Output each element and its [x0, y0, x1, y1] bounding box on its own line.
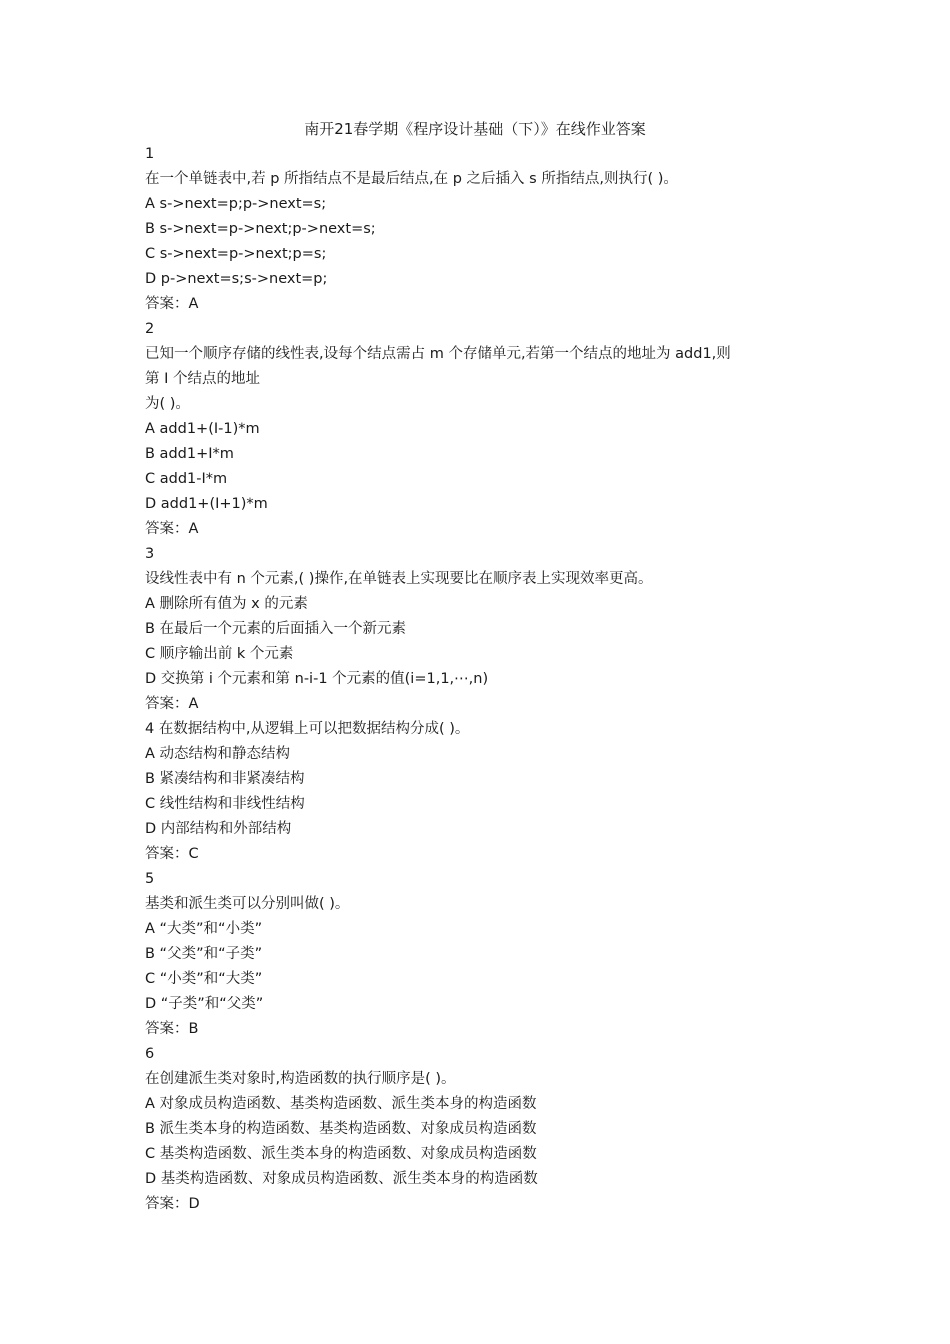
question-stem-line: 已知一个顺序存储的线性表,设每个结点需占 m 个存储单元,若第一个结点的地址为 add1,则 — [145, 346, 731, 362]
question-number: 5 — [145, 871, 155, 887]
answer: 答案：D — [145, 1196, 200, 1212]
answer: 答案：C — [145, 846, 199, 862]
option-b: B add1+I*m — [145, 446, 234, 462]
option-c: C add1-I*m — [145, 471, 228, 487]
question-number: 3 — [145, 546, 155, 562]
option-c: C s->next=p->next;p=s; — [145, 246, 327, 262]
option-c: C 线性结构和非线性结构 — [145, 796, 305, 812]
option-a: A “大类”和“小类” — [145, 921, 263, 937]
question-number: 2 — [145, 321, 155, 337]
option-b: B s->next=p->next;p->next=s; — [145, 221, 376, 237]
option-b: B 在最后一个元素的后面插入一个新元素 — [145, 621, 407, 637]
option-c: C 基类构造函数、派生类本身的构造函数、对象成员构造函数 — [145, 1146, 537, 1162]
option-c: C 顺序输出前 k 个元素 — [145, 646, 294, 662]
option-c: C “小类”和“大类” — [145, 971, 263, 987]
option-b: B 紧凑结构和非紧凑结构 — [145, 771, 305, 787]
question-stem-line: 为( )。 — [145, 396, 190, 412]
question-stem: 4 在数据结构中,从逻辑上可以把数据结构分成( )。 — [145, 721, 470, 737]
option-d: D “子类”和“父类” — [145, 996, 264, 1012]
answer: 答案：B — [145, 1021, 199, 1037]
option-b: B “父类”和“子类” — [145, 946, 263, 962]
question-stem: 在一个单链表中,若 p 所指结点不是最后结点,在 p 之后插入 s 所指结点,则执行( )。 — [145, 171, 678, 187]
option-d: D 交换第 i 个元素和第 n-i-1 个元素的值(i=1,1,⋯,n) — [145, 671, 489, 687]
question-stem: 设线性表中有 n 个元素,( )操作,在单链表上实现要比在顺序表上实现效率更高。 — [145, 571, 653, 587]
question-stem: 在创建派生类对象时,构造函数的执行顺序是( )。 — [145, 1071, 456, 1087]
question-stem-line: 第 I 个结点的地址 — [145, 371, 260, 387]
answer: 答案：A — [145, 521, 199, 537]
option-d: D add1+(I+1)*m — [145, 496, 268, 512]
answer: 答案：A — [145, 696, 199, 712]
question-number: 6 — [145, 1046, 155, 1062]
answer: 答案：A — [145, 296, 199, 312]
question-number: 1 — [145, 146, 155, 162]
option-a: A 动态结构和静态结构 — [145, 746, 291, 762]
option-d: D 内部结构和外部结构 — [145, 821, 292, 837]
question-stem: 基类和派生类可以分别叫做( )。 — [145, 896, 350, 912]
option-a: A 删除所有值为 x 的元素 — [145, 596, 308, 612]
option-d: D p->next=s;s->next=p; — [145, 271, 328, 287]
option-d: D 基类构造函数、对象成员构造函数、派生类本身的构造函数 — [145, 1171, 538, 1187]
option-a: A add1+(I-1)*m — [145, 421, 260, 437]
option-a: A 对象成员构造函数、基类构造函数、派生类本身的构造函数 — [145, 1096, 537, 1112]
document-title: 南开21春学期《程序设计基础（下）》在线作业答案 — [304, 120, 646, 138]
option-b: B 派生类本身的构造函数、基类构造函数、对象成员构造函数 — [145, 1121, 537, 1137]
option-a: A s->next=p;p->next=s; — [145, 196, 327, 212]
document-body — [145, 142, 825, 1217]
